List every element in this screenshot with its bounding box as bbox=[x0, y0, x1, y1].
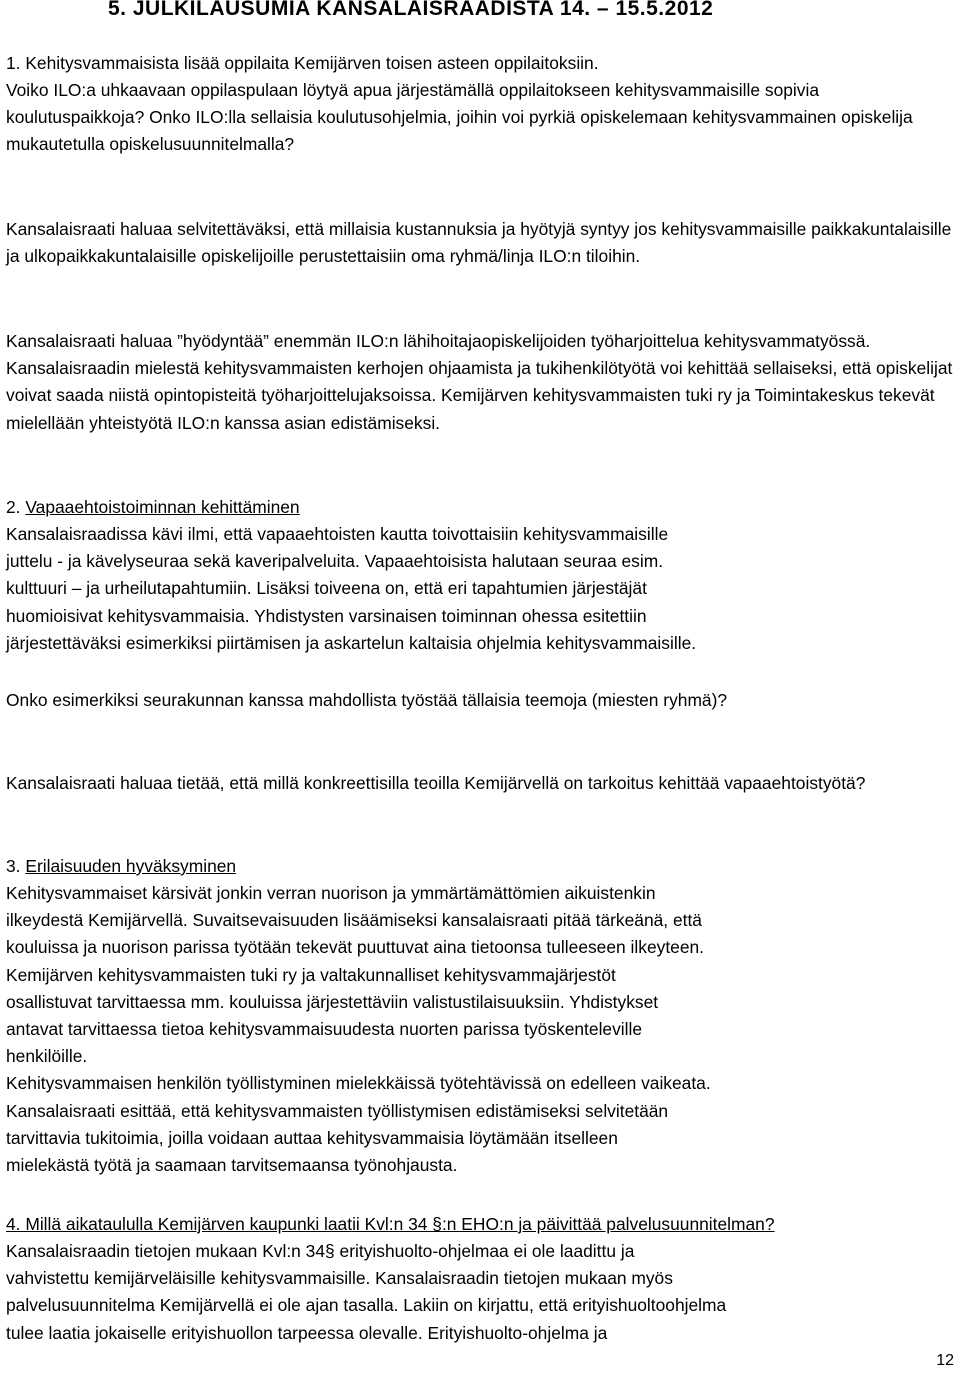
text-line: Kemijärven kehitysvammaisten tuki ry ja valtakunnalliset kehitysvammajärjestöt bbox=[6, 964, 616, 985]
text-line: henkilöille. bbox=[6, 1046, 88, 1067]
text-line: Kansalaisraati esittää, että kehitysvammaisten työllistymisen edistämiseksi selvitetään bbox=[6, 1100, 669, 1121]
section-2-heading: Vapaaehtoistoiminnan kehittäminen bbox=[25, 497, 300, 517]
section-3-number: 3. bbox=[6, 856, 21, 876]
section-3-heading: Erilaisuuden hyväksyminen bbox=[25, 856, 237, 876]
section-1-paragraph-2: Kansalaisraati haluaa ”hyödyntää” enemmän ILO:n lähihoitajaopiskelijoiden työharjoittelua kehitysvammatyössä. Kansalaisraadin mielestä kehitysvammaisten kerhojen ohjaamista ja tukihenkilötyötä voi kehittää sellaiseksi, että opiskelijat voivat saada niistä opintopisteitä työharjoittelujaksoissa. Kemijärven kehitysvammaisten tuki ry ja Toimintakeskus tekevät mielellään yhteistyötä ILO:n kanssa asian edistämiseksi. bbox=[6, 331, 953, 433]
text-line: tulee laatia jokaiselle erityishuollon tarpeessa olevalle. Erityishuolto-ohjelma ja bbox=[6, 1322, 608, 1343]
text-line: Kehitysvammaisen henkilön työllistyminen mielekkäissä työtehtävissä on edelleen vaikeata. bbox=[6, 1073, 711, 1094]
section-1-paragraph-1: Kansalaisraati haluaa selvitettäväksi, että millaisia kustannuksia ja hyötyjä syntyy jos kehitysvammaisille paikkakuntalaisille ja ulkopaikkakuntalaisille opiskelijoille perustettaisiin oma ryhmä/linja ILO:n tiloihin. bbox=[6, 219, 952, 267]
text-line: huomioisivat kehitysvammaisia. Yhdistysten varsinaisen toiminnan ohessa esitettiin bbox=[6, 605, 647, 626]
section-4-body bbox=[6, 1238, 954, 1347]
section-2-question: Onko esimerkiksi seurakunnan kanssa mahdollista työstää tällaisia teemoja (miesten ryhmä)? bbox=[6, 690, 728, 710]
text-line: mielekästä työtä ja saamaan tarvitsemaansa työnohjausta. bbox=[6, 1155, 458, 1176]
text-line: ilkeydestä Kemijärvellä. Suvaitsevaisuuden lisäämiseksi kansalaisraati pitää tärkeänä, että bbox=[6, 910, 702, 931]
text-line: juttelu - ja kävelyseuraa sekä kaveripalveluita. Vapaaehtoisista halutaan seuraa esim. bbox=[6, 551, 664, 572]
text-line: järjestettäväksi esimerkiksi piirtämisen ja askartelun kaltaisia ohjelmia kehitysvammaisille. bbox=[6, 632, 697, 653]
text-line: vahvistettu kemijärveläisille kehitysvammaisille. Kansalaisraadin tietojen mukaan myös bbox=[6, 1268, 673, 1289]
document-title: 5. JULKILAUSUMIA KANSALAISRAADISTA 14. – 15.5.2012 bbox=[108, 0, 714, 20]
section-4-heading: 4. Millä aikataululla Kemijärven kaupunki laatii Kvl:n 34 §:n EHO:n ja päivittää palvelusuunnitelman? bbox=[6, 1214, 775, 1234]
text-line: Kehitysvammaiset kärsivät jonkin verran nuorison ja ymmärtämättömien aikuistenkin bbox=[6, 883, 656, 903]
section-2-number: 2. bbox=[6, 497, 21, 517]
section-1-heading: 1. Kehitysvammaisista lisää oppilaita Kemijärven toisen asteen oppilaitoksiin. bbox=[6, 53, 599, 73]
text-line: kouluissa ja nuorison parissa työtään tekevät puuttuvat aina tietoonsa tulleeseen ilkeyteen. bbox=[6, 937, 705, 958]
section-1-question: Voiko ILO:a uhkaavaan oppilaspulaan löytyä apua järjestämällä oppilaitokseen kehitysvammaisille sopivia koulutuspaikkoja? Onko ILO:lla sellaisia koulutusohjelmia, joihin voi pyrkiä opiskelemaan kehitysvammainen opiskelija mukautetulla opiskelusuunnitelmalla? bbox=[6, 80, 913, 155]
section-3-heading-line bbox=[6, 853, 954, 880]
text-line: antavat tarvittaessa tietoa kehitysvammaisuudesta nuorten parissa työskenteleville bbox=[6, 1019, 643, 1040]
page-number: 12 bbox=[936, 1352, 954, 1369]
text-line: osallistuvat tarvittaessa mm. kouluissa järjestettäviin valistustilaisuuksiin. Yhdistykset bbox=[6, 991, 659, 1012]
text-line: palvelusuunnitelma Kemijärvellä ei ole ajan tasalla. Lakiin on kirjattu, että erityishuoltoohjelma bbox=[6, 1295, 727, 1316]
text-line: tarvittavia tukitoimia, joilla voidaan auttaa kehitysvammaisia löytämään itselleen bbox=[6, 1127, 618, 1148]
section-3-body bbox=[6, 880, 954, 1179]
section-2-body bbox=[6, 521, 954, 657]
section-2-heading-line bbox=[6, 494, 954, 521]
text-line: Kansalaisraadissa kävi ilmi, että vapaaehtoisten kautta toivottaisiin kehitysvammaisille bbox=[6, 524, 669, 544]
section-2-paragraph: Kansalaisraati haluaa tietää, että millä konkreettisilla teoilla Kemijärvellä on tarkoitus kehittää vapaaehtoistyötä? bbox=[6, 773, 866, 793]
text-line: kulttuuri – ja urheilutapahtumiin. Lisäksi toiveena on, että eri tapahtumien järjestäjät bbox=[6, 578, 647, 599]
text-line: Kansalaisraadin tietojen mukaan Kvl:n 34§ erityishuolto-ohjelmaa ei ole laadittu ja bbox=[6, 1241, 635, 1261]
